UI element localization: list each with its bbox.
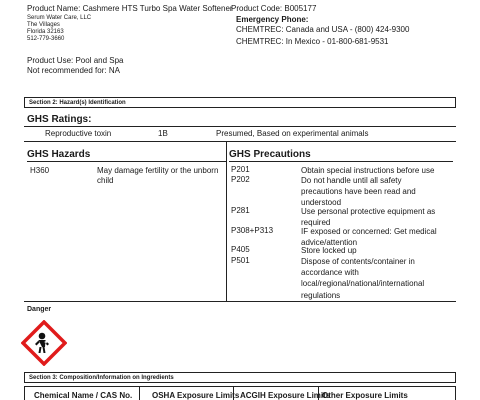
emergency-line-mexico: CHEMTREC: In Mexico - 01-800-681-9531 [236,37,389,46]
hazards-underline [27,161,226,162]
company-phone: 512-779-3660 [27,36,65,42]
column-header-other: Other Exposure Limits [322,391,408,400]
section-3-header: Section 3: Composition/Information on Ingredients [24,372,456,383]
precaution-text: Use personal protective equipment as required [301,207,436,228]
rating-name: Reproductive toxin [45,129,112,138]
precaution-code: P201 [231,165,250,174]
emergency-line-usa: CHEMTREC: Canada and USA - (800) 424-9300 [236,25,410,34]
precaution-text: IF exposed or concerned: Get medical advice/attention [301,227,437,248]
company-state: Florida 32163 [27,29,64,35]
precaution-text: Dispose of contents/container in accordance with local/regional/national/international regulations [301,257,425,300]
hazard-code: H360 [30,166,50,175]
precaution-code: P308+P313 [231,226,274,235]
emergency-phone-title: Emergency Phone: [236,15,309,24]
rating-category: 1B [158,129,168,138]
ratings-bottom-rule [24,141,456,142]
ratings-divider [24,126,456,127]
signal-word: Danger [27,306,52,313]
precaution-code: P281 [231,206,250,215]
company-city: The Villages [27,22,60,28]
ghs-precautions-title: GHS Precautions [229,149,311,160]
rating-basis: Presumed, Based on experimental animals [216,129,369,138]
precaution-code: P405 [231,245,250,254]
table-top-rule [24,386,456,387]
precautions-underline [229,161,453,162]
column-header-acgih: ACGIH Exposure Limits [240,391,331,400]
table-left-border [24,386,25,400]
product-use: Product Use: Pool and Spa [27,56,124,65]
precaution-text: Do not handle until all safety precautions have been read and understood [301,176,416,208]
product-code: Product Code: B005177 [231,4,317,13]
ghs-hazards-title: GHS Hazards [27,149,91,160]
precaution-code: P501 [231,256,250,265]
precautions-bottom-rule [24,301,456,302]
health-hazard-icon [21,320,67,366]
precaution-code: P202 [231,175,250,184]
ghs-ratings-title: GHS Ratings: [27,114,92,125]
table-right-border [455,386,456,400]
not-recommended: Not recommended for: NA [27,66,120,75]
product-name: Product Name: Cashmere HTS Turbo Spa Water Softener [27,4,233,13]
precaution-text: Obtain special instructions before use [301,166,435,175]
hazard-text: May damage fertility or the unborn child [97,166,219,185]
column-header-osha: OSHA Exposure Limits [152,391,240,400]
table-col-divider [139,386,140,400]
column-header-chemical: Chemical Name / CAS No. [34,391,133,400]
precaution-text: Store locked up [301,246,357,255]
section-2-header: Section 2: Hazard(s) Identification [24,97,456,108]
company-name: Serum Water Care, LLC [27,15,92,21]
hazards-column-divider [226,141,227,301]
